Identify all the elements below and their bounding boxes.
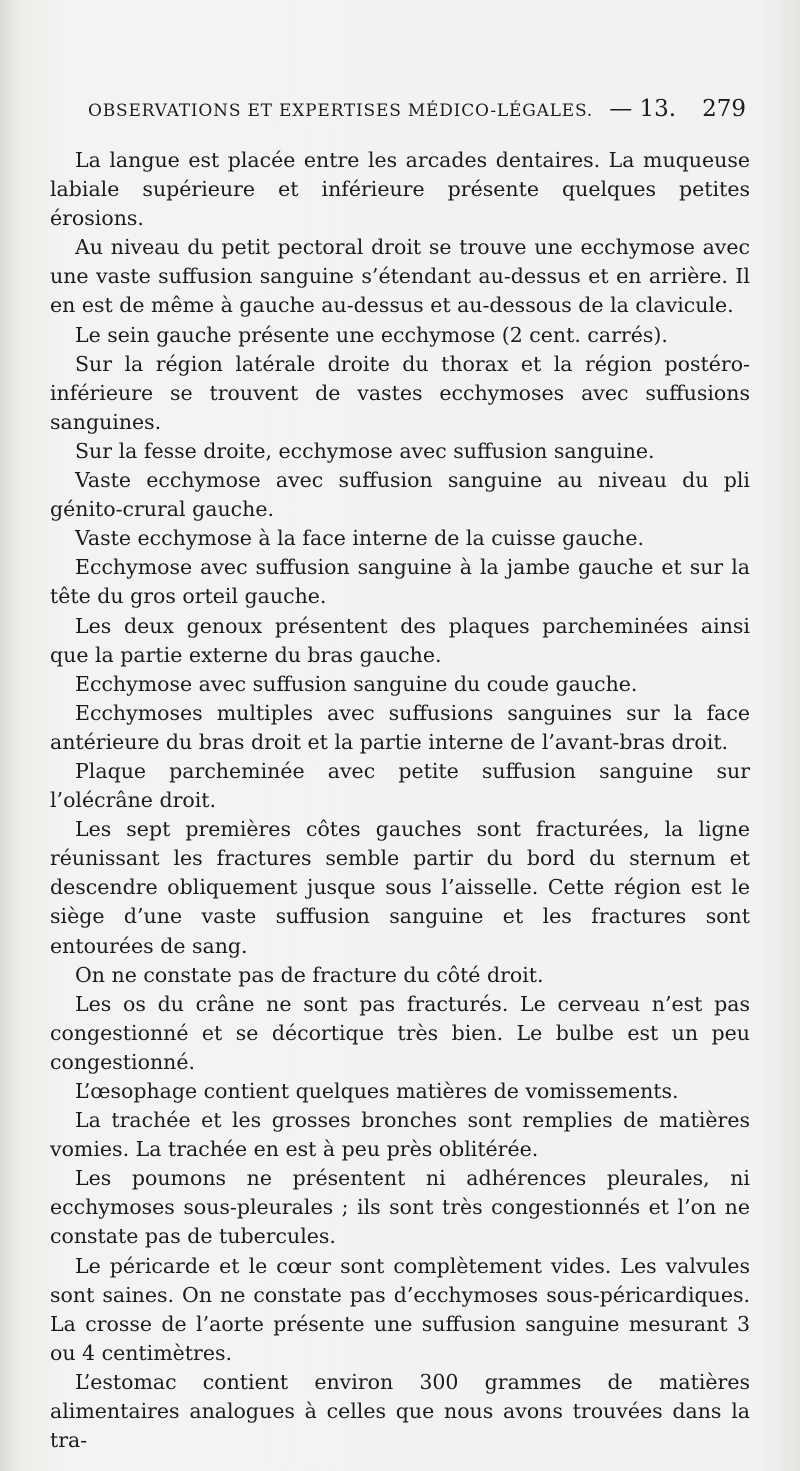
paragraph: Ecchymoses multiples avec suffusions sanguines sur la face antérieure du bras droit et la partie interne de l’avant-bras droit. xyxy=(50,700,750,754)
paragraph: L’estomac contient environ 300 grammes de matières alimentaires analogues à celles que nous avons trouvées dans la tra- xyxy=(50,1369,750,1453)
body-text xyxy=(50,146,750,1455)
paragraph: Sur la fesse droite, ecchymose avec suffusion sanguine. xyxy=(75,438,655,463)
paragraph: L’œsophage contient quelques matières de vomissements. xyxy=(75,1079,679,1103)
header-right xyxy=(609,96,750,122)
paragraph: Les deux genoux présentent des plaques parcheminées ainsi que la partie externe du bras gauche. xyxy=(50,613,750,667)
paragraph: Les sept premières côtes gauches sont fracturées, la ligne réunissant les fractures semble partir du bord du sternum et descendre obliquement jusque sous l’aisselle. Cette région est le siège d’une vaste suffusion sanguine et les fractures sont entourées de sang. xyxy=(50,817,750,958)
section-number: — 13. xyxy=(609,96,677,122)
paragraph: La trachée et les grosses bronches sont remplies de matières vomies. La trachée en est à peu près oblitérée. xyxy=(50,1108,750,1162)
paragraph: Plaque parcheminée avec petite suffusion sanguine sur l’olécrâne droit. xyxy=(50,758,750,813)
paragraph: Ecchymose avec suffusion sanguine du coude gauche. xyxy=(75,671,638,696)
paragraph: Vaste ecchymose avec suffusion sanguine au niveau du pli génito-crural gauche. xyxy=(50,468,750,522)
paragraph: Sur la région latérale droite du thorax et la région postéro-inférieure se trouvent de vastes ecchymoses avec suffusions sanguines. xyxy=(50,351,750,434)
running-title: OBSERVATIONS ET EXPERTISES MÉDICO-LÉGALES. xyxy=(88,101,594,121)
book-page xyxy=(50,96,750,1455)
paragraph: Les poumons ne présentent ni adhérences pleurales, ni ecchymoses sous-pleurales ; ils sont très congestionnés et l’on ne constate pas de tubercules. xyxy=(50,1166,750,1249)
running-header xyxy=(50,96,750,146)
paragraph: Les os du crâne ne sont pas fracturés. Le cerveau n’est pas congestionné et se décortique très bien. Le bulbe est un peu congestionné. xyxy=(50,991,750,1074)
paragraph: Au niveau du petit pectoral droit se trouve une ecchymose avec une vaste suffusion sanguine s’étendant au-dessus et en arrière. Il en est de même à gauche au-dessus et au-dessous de la clavicule. xyxy=(50,235,750,318)
paragraph: Ecchymose avec suffusion sanguine à la jambe gauche et sur la tête du gros orteil gauche. xyxy=(50,555,750,609)
paragraph: Le sein gauche présente une ecchymose (2 cent. carrés). xyxy=(75,322,668,347)
paragraph: Le péricarde et le cœur sont complètement vides. Les valvules sont saines. On ne constate pas d’ecchymoses sous-péricardiques. La crosse de l’aorte présente une suffusion sanguine mesurant 3 ou 4 centimètres. xyxy=(50,1253,750,1365)
page-number: 279 xyxy=(702,96,746,122)
paragraph: On ne constate pas de fracture du côté droit. xyxy=(75,962,544,987)
paragraph: Vaste ecchymose à la face interne de la cuisse gauche. xyxy=(75,526,645,551)
paragraph: La langue est placée entre les arcades dentaires. La muqueuse labiale supérieure et inférieure présente quelques petites érosions. xyxy=(50,148,750,231)
